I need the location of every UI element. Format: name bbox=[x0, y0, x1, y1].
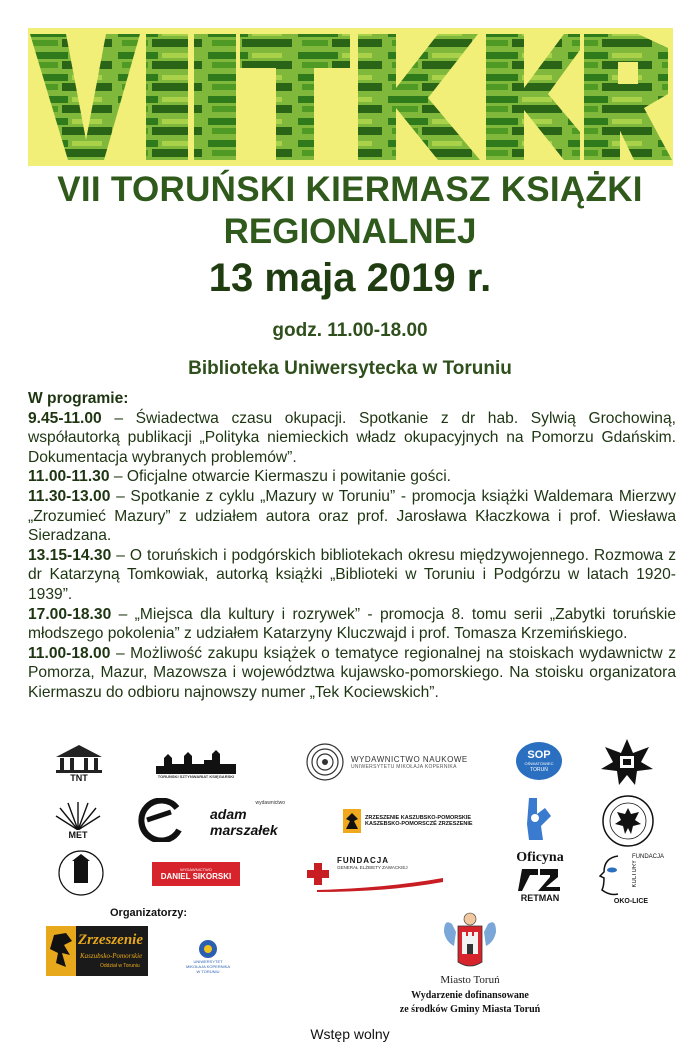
program-item bbox=[28, 487, 676, 546]
tnt-building-icon bbox=[52, 743, 106, 773]
muzeum-logo bbox=[52, 848, 110, 898]
organizers-label: Organizatorzy: bbox=[110, 907, 188, 919]
sop-label-3: TORUŃ bbox=[530, 766, 548, 773]
fund-label-1: FUNDACJA bbox=[337, 856, 389, 865]
program-item-time: 11.30-13.00 bbox=[28, 487, 111, 505]
event-title-line1: VII TORUŃSKI KIERMASZ KSIĄŻKI bbox=[57, 170, 643, 209]
ds-label-1: WYDAWNICTWO bbox=[180, 866, 212, 872]
hands-logo bbox=[520, 795, 556, 843]
program-item-text: – O toruńskich i podgórskich bibliotekach okresu międzywojennego. Rozmowa z dr Katarzyną Tomkowiak, autorką książki „Biblioteki w Toruniu i Podgórzu w latach 1920-1939”. bbox=[28, 546, 676, 603]
stylized-e-icon bbox=[137, 798, 185, 842]
zrz-label-3: Oddział w Toruniu bbox=[100, 963, 140, 969]
city-label: Miasto Toruń bbox=[440, 974, 500, 986]
angel-coat-of-arms-icon bbox=[442, 910, 498, 972]
met-logo bbox=[50, 798, 106, 844]
ofi-label-1: Oficyna bbox=[516, 850, 564, 865]
star-emblem-icon bbox=[601, 739, 653, 785]
griffin-icon bbox=[48, 931, 76, 971]
sop-label-1: SOP bbox=[527, 748, 551, 761]
adam-marszalek-logo bbox=[210, 800, 315, 838]
wn-label-2: UNIWERSYTETU MIKOŁAJA KOPERNIKA bbox=[351, 763, 457, 770]
oko-lice-logo bbox=[600, 848, 665, 910]
umk-label-2: MIKOŁAJA KOPERNIKA bbox=[185, 963, 230, 969]
red-swoosh-icon bbox=[317, 878, 443, 892]
program-item-time: 11.00-11.30 bbox=[28, 468, 110, 486]
zkp-griffin-icon bbox=[343, 809, 361, 833]
eagle-seal-icon bbox=[601, 794, 655, 848]
banner-letters-graphic bbox=[28, 28, 673, 166]
program-item-time: 13.15-14.30 bbox=[28, 546, 112, 564]
program-item bbox=[28, 467, 676, 487]
tnt-label: TNT bbox=[70, 773, 88, 783]
program-item-time: 9.45-11.00 bbox=[28, 409, 102, 427]
sop-label-2: OŚWIATOWIEC bbox=[524, 760, 554, 766]
zkp-label-2: KASZEBSKO-POMORSCZÉ ZRZESZENIE bbox=[365, 821, 473, 827]
torun-coat-of-arms bbox=[440, 910, 500, 972]
r2-mark-icon bbox=[518, 865, 562, 893]
face-profile-icon bbox=[598, 854, 632, 898]
met-label: MET bbox=[68, 830, 88, 840]
program-item-text: – „Miejsca dla kultury i rozrywek” - promocja 8. tomu serii „Zabytki toruńskie młodszego pokolenia” z udziałem Katarzyny Kluczwajd i prof. Tomasza Krzemińskiego. bbox=[28, 605, 676, 643]
zkp-logo bbox=[343, 806, 488, 836]
event-title-line2: REGIONALNEJ bbox=[223, 212, 477, 251]
ds-label-2: DANIEL SIKORSKI bbox=[160, 871, 232, 881]
oficyna-retman-logo bbox=[510, 848, 570, 906]
event-date: 13 maja 2019 r. bbox=[208, 256, 492, 300]
program-item-text: – Możliwość zakupu książek o tematyce regionalnej na stoiskach wydawnictw z Pomorza, Mazur, Mazowsza i województwa kujawsko-pomorskiego. Na stoisku organizatora Kiermaszu do odbioru najnowszy numer „Tek Kociewskich”. bbox=[28, 644, 676, 701]
city-skyline-icon bbox=[156, 750, 236, 774]
am-label-2: adam marszałek bbox=[210, 806, 278, 838]
program-heading: W programie: bbox=[28, 390, 129, 407]
target-circles-icon bbox=[305, 742, 345, 782]
umk-logo bbox=[180, 932, 236, 980]
sop-logo bbox=[514, 740, 564, 782]
event-venue: Biblioteka Uniwersytecka w Toruniu bbox=[188, 358, 512, 379]
star-emblem-logo bbox=[598, 738, 656, 786]
free-entry-label: Wstęp wolny bbox=[310, 1026, 390, 1042]
program-item bbox=[28, 644, 676, 703]
program-item bbox=[28, 605, 676, 644]
ok-label-1: FUNDACJA bbox=[632, 853, 665, 860]
zkp-label-1: ZRZESZENIE KASZUBSKO-POMORSKIE bbox=[365, 815, 472, 821]
program-item-text: – Spotkanie z cyklu „Mazury w Toruniu” - promocja książki Waldemara Mierzwy „Zrozumieć Mazury” z udziałem autora oraz prof. Jarosława Kłaczkowa i prof. Wiesława Sieradzana. bbox=[28, 487, 676, 545]
event-hours: godz. 11.00-18.00 bbox=[272, 320, 428, 341]
program-item-time: 17.00-18.30 bbox=[28, 605, 112, 623]
tsk-logo bbox=[155, 745, 237, 783]
umk-circle-icon bbox=[198, 939, 218, 959]
program-item-text: – Oficjalne otwarcie Kiermaszu i powitanie gości. bbox=[109, 468, 452, 486]
publisher-e-logo bbox=[134, 796, 188, 844]
funding-line-1: Wydarzenie dofinansowane bbox=[411, 990, 529, 1001]
daniel-sikorski-logo bbox=[152, 862, 240, 886]
program-item bbox=[28, 409, 676, 468]
program-item bbox=[28, 546, 676, 605]
wydawnictwo-umk-logo bbox=[305, 740, 495, 784]
hands-icon bbox=[523, 796, 553, 842]
title-banner bbox=[28, 28, 673, 166]
tnn-seal-logo bbox=[600, 794, 656, 848]
am-label-1: wydawnictwo bbox=[255, 800, 285, 806]
tsk-label: TORUŃSKI SZTYNWARIAT KSIĘGARSKI bbox=[157, 773, 235, 779]
program-item-text: – Świadectwa czasu okupacji. Spotkanie z dr hab. Sylwią Grochowiną, współautorką publikacji „Polityka niemieckich władz okupacyjnych na Pomorzu Gdańskim. Dokumentacja wybranych problemów”. bbox=[28, 409, 676, 466]
museum-round-icon bbox=[56, 849, 106, 897]
umk-label-3: W TORUNIU bbox=[196, 968, 220, 974]
ok-label-2: KULTURY bbox=[632, 859, 638, 887]
ok-label-3: OKO-LICE bbox=[613, 897, 649, 905]
ofi-label-2: RETMAN bbox=[520, 893, 560, 903]
tnt-logo bbox=[48, 740, 110, 786]
funding-line-2: ze środków Gminy Miasta Toruń bbox=[399, 1004, 541, 1015]
fundacja-zawackiej-logo bbox=[305, 854, 465, 894]
zrzeszenie-torun-logo bbox=[46, 926, 148, 976]
fund-label-2: GENERAŁ ELŻBIETY ZAWACKIEJ bbox=[337, 865, 408, 870]
program-section bbox=[28, 389, 676, 703]
program-item-time: 11.00-18.00 bbox=[28, 644, 111, 662]
umk-label-1: UNIWERSYTET bbox=[193, 958, 223, 964]
wn-label-1: WYDAWNICTWO NAUKOWE bbox=[351, 754, 468, 764]
zrz-label-1: Zrzeszenie bbox=[78, 932, 143, 948]
zrz-label-2: Kaszubsko-Pomorskie bbox=[80, 952, 143, 960]
sunburst-icon bbox=[54, 802, 102, 830]
